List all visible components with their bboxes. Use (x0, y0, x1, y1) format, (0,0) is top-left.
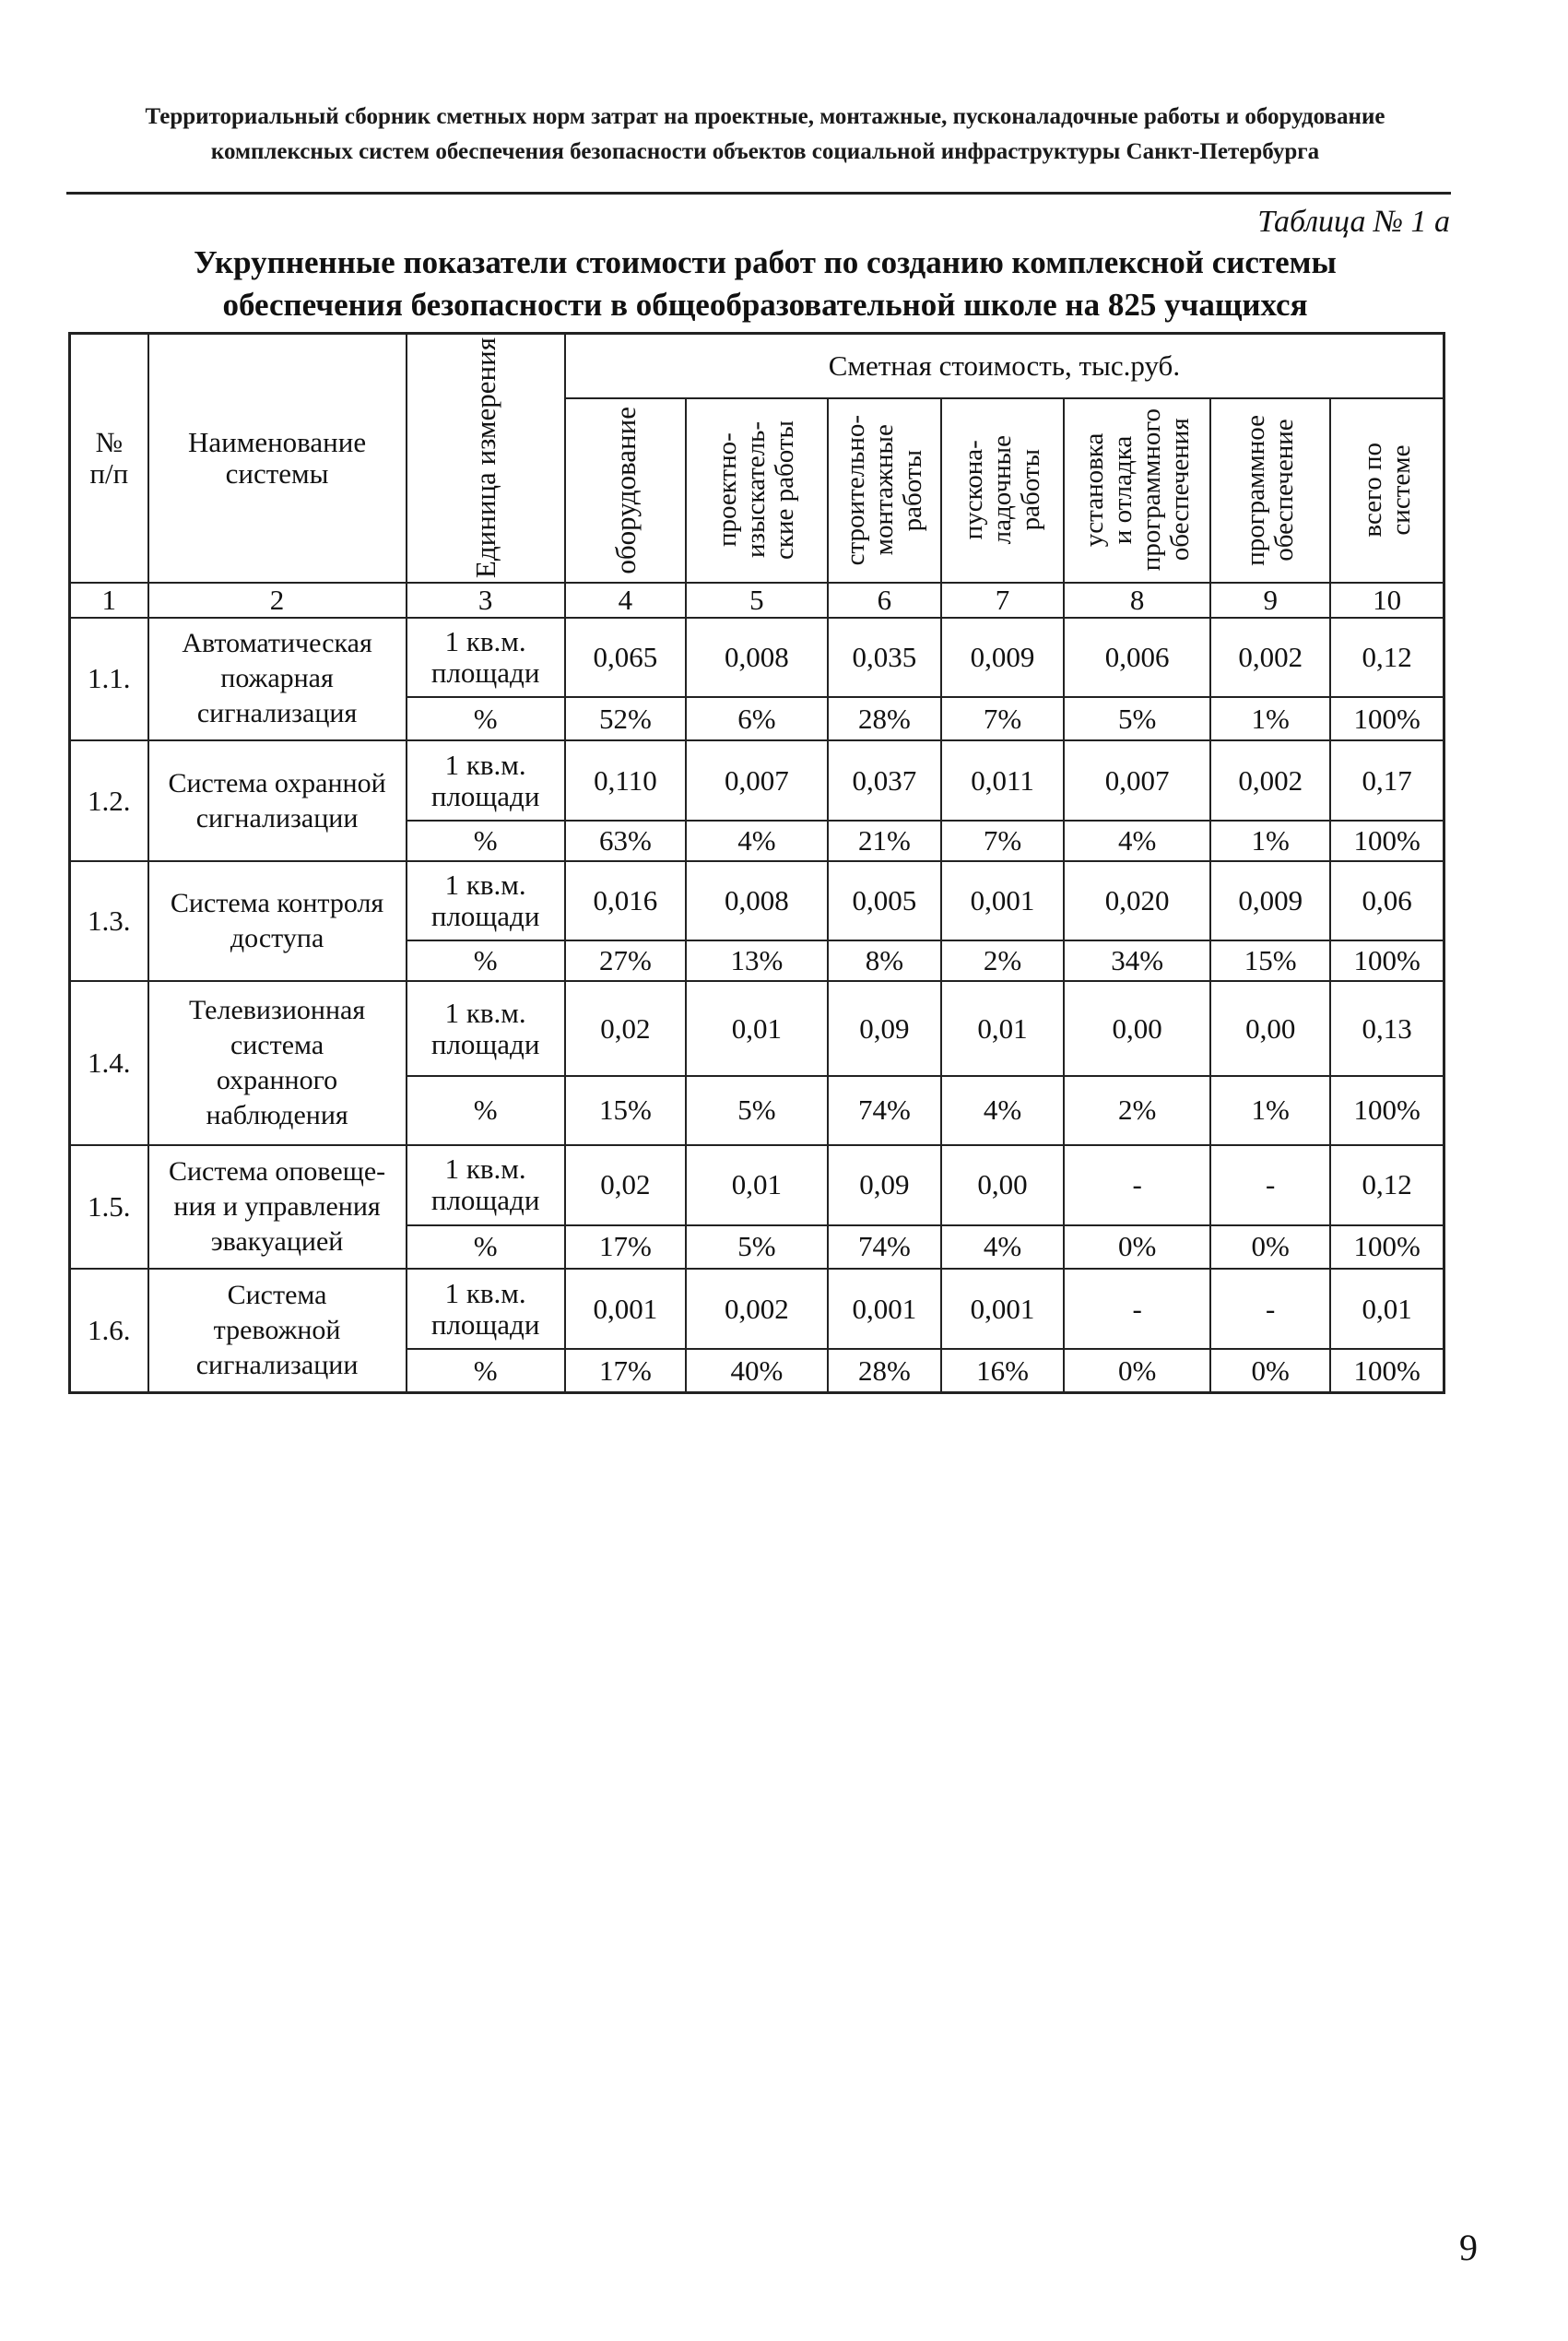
col-construction-header: строительно- монтажные работы (828, 398, 941, 583)
unit-area-line: площади (430, 656, 540, 689)
cost-value-cell: 0,09 (828, 981, 941, 1076)
cost-value-cell: 0,008 (686, 861, 828, 941)
percent-value-cell: 100% (1330, 1225, 1444, 1269)
percent-value-cell: 63% (565, 821, 686, 861)
col-index: 1 (70, 583, 148, 618)
percent-value-cell: 15% (565, 1076, 686, 1145)
cost-value-cell: 0,12 (1330, 1145, 1444, 1225)
cost-value-cell: 0,011 (941, 740, 1064, 821)
cost-value-cell: 0,00 (941, 1145, 1064, 1225)
cost-value-cell: 0,037 (828, 740, 941, 821)
unit-area-line: 1 кв.м. (444, 748, 526, 781)
title-line-2: обеспечения безопасности в общеобразовательной школе на 825 учащихся (222, 287, 1308, 323)
system-name-line: ния и управления (173, 1190, 381, 1222)
percent-value-cell: 16% (941, 1349, 1064, 1392)
document-header (74, 100, 1456, 170)
col-index: 3 (407, 583, 565, 618)
unit-area (407, 861, 565, 941)
percent-value-cell: 1% (1210, 697, 1330, 740)
cost-value-cell: 0,001 (941, 1269, 1064, 1349)
percent-value-cell: 4% (1064, 821, 1210, 861)
cost-value-cell: 0,02 (565, 981, 686, 1076)
table-label: Таблица № 1 а (1257, 205, 1450, 239)
percent-value-cell: 0% (1210, 1349, 1330, 1392)
percent-value-cell: 27% (565, 940, 686, 981)
unit-area-line: площади (430, 1307, 540, 1341)
cost-value-cell: 0,008 (686, 618, 828, 698)
col-index: 6 (828, 583, 941, 618)
cost-value-cell: 0,110 (565, 740, 686, 821)
cost-value-cell: - (1210, 1145, 1330, 1225)
unit-area-line: площади (430, 779, 540, 812)
cost-value-cell: 0,02 (565, 1145, 686, 1225)
percent-value-cell: 4% (686, 821, 828, 861)
system-name (148, 861, 407, 981)
percent-value-cell: 2% (1064, 1076, 1210, 1145)
col-index: 2 (148, 583, 407, 618)
unit-area-line: 1 кв.м. (444, 1276, 526, 1309)
col-survey-header: проектно- изыскатель- ские работы (686, 398, 828, 583)
cost-value-cell: 0,065 (565, 618, 686, 698)
system-name-line: система (230, 1030, 324, 1061)
system-name-line: сигнализации (195, 802, 359, 834)
system-name (148, 981, 407, 1145)
percent-value-cell: 40% (686, 1349, 828, 1392)
system-name-line: пожарная (220, 663, 334, 694)
unit-area-line: 1 кв.м. (444, 624, 526, 657)
cost-table (68, 332, 1445, 1394)
system-name-line: Система оповеще- (168, 1155, 386, 1187)
col-index: 10 (1330, 583, 1444, 618)
unit-area (407, 618, 565, 698)
col-index: 7 (941, 583, 1064, 618)
system-name-line: наблюдения (206, 1100, 348, 1131)
page-number: 9 (1459, 2227, 1478, 2268)
col-index: 8 (1064, 583, 1210, 618)
col-num-header: № п/п (70, 334, 148, 583)
table-row (70, 981, 1444, 1076)
percent-value-cell: 28% (828, 697, 941, 740)
percent-value-cell: 7% (941, 821, 1064, 861)
col-index: 4 (565, 583, 686, 618)
col-index: 9 (1210, 583, 1330, 618)
cost-value-cell: 0,002 (686, 1269, 828, 1349)
percent-value-cell: 52% (565, 697, 686, 740)
cost-value-cell: 0,001 (941, 861, 1064, 941)
table-row (70, 1269, 1444, 1349)
percent-value-cell: 0% (1064, 1349, 1210, 1392)
system-name (148, 1269, 407, 1393)
percent-value-cell: 34% (1064, 940, 1210, 981)
unit-percent: % (407, 1225, 565, 1269)
unit-percent: % (407, 940, 565, 981)
percent-value-cell: 74% (828, 1225, 941, 1269)
cost-value-cell: 0,002 (1210, 618, 1330, 698)
percent-value-cell: 100% (1330, 821, 1444, 861)
percent-value-cell: 17% (565, 1225, 686, 1269)
col-unit-header: Единица измерения (407, 334, 565, 583)
system-name-line: Система контроля (170, 888, 384, 919)
col-software-header: программное обеспечение (1210, 398, 1330, 583)
col-name-header: Наименование системы (148, 334, 407, 583)
system-name-line: тревожной (213, 1314, 341, 1345)
unit-area (407, 740, 565, 821)
system-name-line: охранного (216, 1065, 338, 1096)
percent-value-cell: 13% (686, 940, 828, 981)
percent-value-cell: 15% (1210, 940, 1330, 981)
cost-value-cell: 0,002 (1210, 740, 1330, 821)
percent-value-cell: 0% (1064, 1225, 1210, 1269)
unit-area-line: 1 кв.м. (444, 996, 526, 1029)
cost-value-cell: 0,009 (941, 618, 1064, 698)
percent-value-cell: 100% (1330, 1076, 1444, 1145)
percent-value-cell: 1% (1210, 1076, 1330, 1145)
system-name-line: Система охранной (168, 767, 386, 798)
system-name (148, 740, 407, 860)
system-name-line: Телевизионная (188, 995, 366, 1026)
system-name-line: Система (227, 1279, 327, 1310)
percent-value-cell: 100% (1330, 697, 1444, 740)
row-number: 1.2. (70, 740, 148, 860)
col-total-header: всего по системе (1330, 398, 1444, 583)
table-row (70, 1145, 1444, 1225)
percent-value-cell: 100% (1330, 940, 1444, 981)
system-name-line: сигнализации (195, 1349, 359, 1380)
table-row (70, 618, 1444, 698)
unit-area (407, 1269, 565, 1349)
system-name-line: Автоматическая (182, 628, 372, 659)
col-commissioning-header: пускона- ладочные работы (941, 398, 1064, 583)
percent-value-cell: 6% (686, 697, 828, 740)
row-number: 1.6. (70, 1269, 148, 1393)
percent-value-cell: 74% (828, 1076, 941, 1145)
cost-value-cell: 0,020 (1064, 861, 1210, 941)
percent-value-cell: 5% (686, 1225, 828, 1269)
cost-value-cell: 0,09 (828, 1145, 941, 1225)
cost-value-cell: 0,016 (565, 861, 686, 941)
cost-value-cell: 0,01 (686, 1145, 828, 1225)
percent-value-cell: 0% (1210, 1225, 1330, 1269)
unit-area (407, 1145, 565, 1225)
percent-value-cell: 100% (1330, 1349, 1444, 1392)
row-number: 1.5. (70, 1145, 148, 1269)
row-number: 1.1. (70, 618, 148, 741)
unit-area-line: 1 кв.м. (444, 869, 526, 902)
cost-value-cell: 0,12 (1330, 618, 1444, 698)
cost-value-cell: 0,001 (828, 1269, 941, 1349)
percent-value-cell: 17% (565, 1349, 686, 1392)
table-title (74, 242, 1456, 326)
title-line-1: Укрупненные показатели стоимости работ по созданию комплексной системы (194, 244, 1337, 280)
percent-value-cell: 4% (941, 1076, 1064, 1145)
header-divider (66, 192, 1451, 195)
system-name-line: доступа (230, 923, 324, 954)
unit-percent: % (407, 1349, 565, 1392)
cost-value-cell: 0,009 (1210, 861, 1330, 941)
unit-area-line: 1 кв.м. (444, 1153, 526, 1186)
cost-value-cell: 0,06 (1330, 861, 1444, 941)
percent-value-cell: 1% (1210, 821, 1330, 861)
system-name-line: сигнализация (196, 698, 358, 729)
percent-value-cell: 28% (828, 1349, 941, 1392)
col-software-setup-header: установка и отладка программного обеспечения (1064, 398, 1210, 583)
table-row (70, 740, 1444, 821)
cost-value-cell: - (1064, 1269, 1210, 1349)
cost-group-header: Сметная стоимость, тыс.руб. (565, 334, 1444, 398)
unit-percent: % (407, 821, 565, 861)
percent-value-cell: 2% (941, 940, 1064, 981)
cost-value-cell: 0,01 (1330, 1269, 1444, 1349)
system-name (148, 618, 407, 741)
cost-value-cell: 0,01 (686, 981, 828, 1076)
table-row (70, 861, 1444, 941)
cost-value-cell: 0,01 (941, 981, 1064, 1076)
cost-value-cell: 0,035 (828, 618, 941, 698)
cost-value-cell: 0,00 (1064, 981, 1210, 1076)
percent-value-cell: 5% (686, 1076, 828, 1145)
row-number: 1.4. (70, 981, 148, 1145)
unit-area-line: площади (430, 1027, 540, 1060)
cost-value-cell: 0,001 (565, 1269, 686, 1349)
row-number: 1.3. (70, 861, 148, 981)
cost-value-cell: - (1064, 1145, 1210, 1225)
system-name-line: эвакуацией (210, 1225, 344, 1257)
header-line-2: комплексных систем обеспечения безопасности объектов социальной инфраструктуры Санкт-Петербурга (210, 139, 1320, 164)
header-line-1: Территориальный сборник сметных норм затрат на проектные, монтажные, пусконаладочные работы и оборудование (145, 104, 1385, 129)
cost-value-cell: 0,00 (1210, 981, 1330, 1076)
cost-value-cell: - (1210, 1269, 1330, 1349)
unit-area-line: площади (430, 900, 540, 933)
unit-area (407, 981, 565, 1076)
column-index-row (70, 583, 1444, 618)
cost-value-cell: 0,007 (1064, 740, 1210, 821)
cost-value-cell: 0,005 (828, 861, 941, 941)
system-name (148, 1145, 407, 1269)
cost-value-cell: 0,17 (1330, 740, 1444, 821)
header-row-1 (70, 334, 1444, 398)
cost-value-cell: 0,006 (1064, 618, 1210, 698)
col-equipment-header: оборудование (565, 398, 686, 583)
percent-value-cell: 4% (941, 1225, 1064, 1269)
unit-area-line: площади (430, 1184, 540, 1217)
unit-percent: % (407, 697, 565, 740)
unit-percent: % (407, 1076, 565, 1145)
percent-value-cell: 7% (941, 697, 1064, 740)
cost-value-cell: 0,13 (1330, 981, 1444, 1076)
percent-value-cell: 5% (1064, 697, 1210, 740)
percent-value-cell: 21% (828, 821, 941, 861)
cost-value-cell: 0,007 (686, 740, 828, 821)
percent-value-cell: 8% (828, 940, 941, 981)
col-index: 5 (686, 583, 828, 618)
